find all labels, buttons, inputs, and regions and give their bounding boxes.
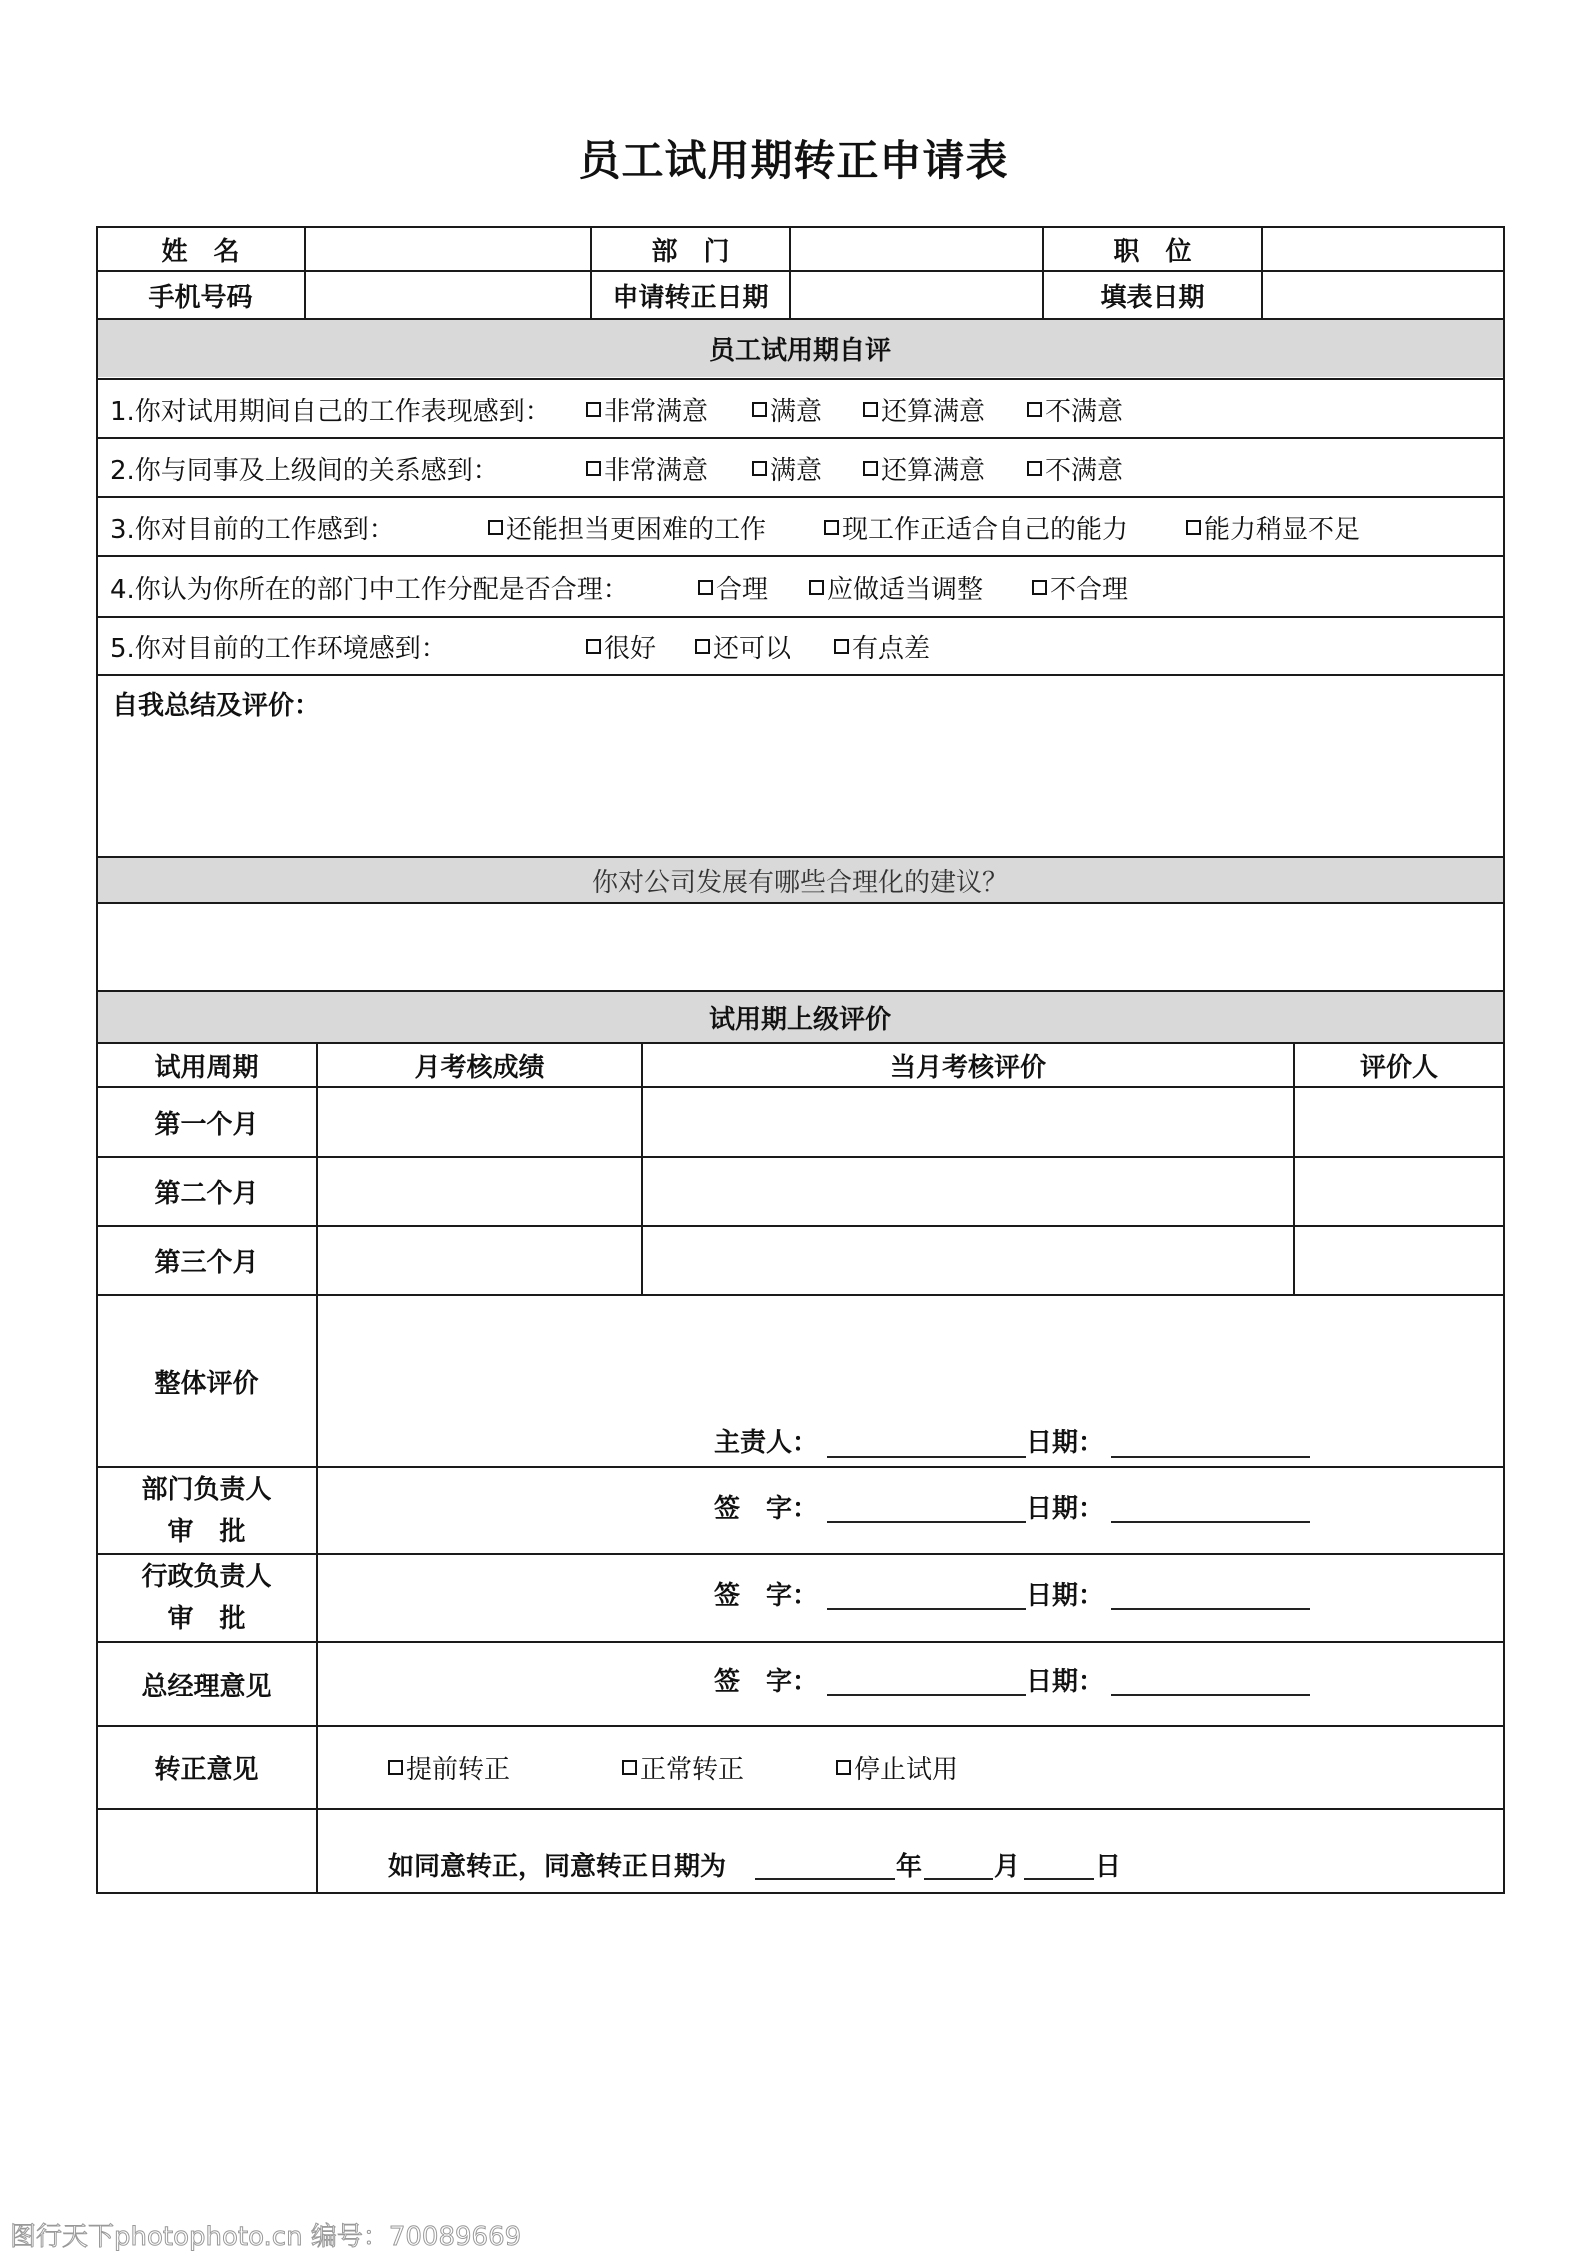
name-field[interactable] bbox=[306, 227, 590, 271]
checkbox-icon[interactable] bbox=[1186, 520, 1201, 535]
watermark: 图行天下photophoto.cn 编号：70089669 bbox=[10, 2222, 522, 2252]
admin-date-label: 日期： bbox=[1026, 1581, 1105, 1611]
conversion-day-line[interactable] bbox=[1024, 1878, 1094, 1880]
col-header-evaluator: 评价人 bbox=[1359, 1053, 1438, 1083]
name-label: 姓 名 bbox=[161, 236, 240, 267]
checkbox-icon[interactable] bbox=[809, 580, 824, 595]
col-header-score: 月考核成绩 bbox=[414, 1053, 545, 1083]
col-header-comment: 当月考核评价 bbox=[889, 1053, 1046, 1083]
q1-option-fairly-satisfied[interactable]: 还算满意 bbox=[863, 379, 985, 439]
question-4-text: 4.你认为你所在的部门中工作分配是否合理： bbox=[110, 574, 629, 605]
self-summary-label: 自我总结及评价： bbox=[112, 691, 321, 721]
q5-option-poor[interactable]: 有点差 bbox=[834, 616, 930, 676]
q5-option-ok[interactable]: 还可以 bbox=[695, 616, 791, 676]
gm-date-label: 日期： bbox=[1026, 1667, 1105, 1697]
conversion-label: 转正意见 bbox=[154, 1755, 259, 1785]
conversion-year-line[interactable] bbox=[755, 1878, 895, 1880]
q1-option-very-satisfied[interactable]: 非常满意 bbox=[586, 379, 708, 439]
q4-option-reasonable[interactable]: 合理 bbox=[698, 557, 768, 617]
dept-label: 部 门 bbox=[651, 236, 730, 267]
conversion-option-normal[interactable]: 正常转正 bbox=[622, 1737, 744, 1797]
checkbox-icon[interactable] bbox=[863, 402, 878, 417]
supervisor-eval-header: 试用期上级评价 bbox=[708, 1005, 891, 1035]
checkbox-icon[interactable] bbox=[1027, 402, 1042, 417]
month-3-evaluator-field[interactable] bbox=[1295, 1227, 1503, 1294]
checkbox-icon[interactable] bbox=[622, 1760, 637, 1775]
admin-date-line[interactable] bbox=[1111, 1608, 1310, 1610]
gm-opinion-label: 总经理意见 bbox=[141, 1671, 272, 1702]
checkbox-icon[interactable] bbox=[586, 402, 601, 417]
phone-field[interactable] bbox=[306, 271, 590, 319]
responsible-label: 主责人： bbox=[714, 1428, 819, 1458]
question-3-text: 3.你对目前的工作感到： bbox=[110, 514, 395, 545]
q3-option-can-handle-more[interactable]: 还能担当更困难的工作 bbox=[488, 497, 766, 557]
month-3-score-field[interactable] bbox=[318, 1227, 641, 1294]
checkbox-icon[interactable] bbox=[586, 639, 601, 654]
checkbox-icon[interactable] bbox=[752, 461, 767, 476]
admin-signature-line[interactable] bbox=[827, 1608, 1026, 1610]
page-title: 员工试用期转正申请表 bbox=[578, 136, 1009, 185]
dept-signature-line[interactable] bbox=[827, 1521, 1026, 1523]
gm-sign-label: 签 字： bbox=[714, 1667, 819, 1697]
overall-eval-field[interactable] bbox=[318, 1296, 1503, 1416]
gm-date-line[interactable] bbox=[1111, 1694, 1310, 1696]
month-2-comment-field[interactable] bbox=[643, 1158, 1293, 1225]
checkbox-icon[interactable] bbox=[586, 461, 601, 476]
checkbox-icon[interactable] bbox=[834, 639, 849, 654]
q4-option-unreasonable[interactable]: 不合理 bbox=[1032, 557, 1128, 617]
phone-label: 手机号码 bbox=[148, 282, 253, 313]
month-3-comment-field[interactable] bbox=[643, 1227, 1293, 1294]
checkbox-icon[interactable] bbox=[698, 580, 713, 595]
checkbox-icon[interactable] bbox=[488, 520, 503, 535]
conversion-month-line[interactable] bbox=[924, 1878, 993, 1880]
checkbox-icon[interactable] bbox=[1032, 580, 1047, 595]
question-2-text: 2.你与同事及上级间的关系感到： bbox=[110, 455, 499, 486]
self-summary-field[interactable] bbox=[98, 725, 1502, 855]
checkbox-icon[interactable] bbox=[836, 1760, 851, 1775]
fill-date-field[interactable] bbox=[1263, 271, 1503, 319]
month-2-label: 第二个月 bbox=[154, 1179, 259, 1209]
responsible-signature-line[interactable] bbox=[827, 1456, 1026, 1458]
checkbox-icon[interactable] bbox=[752, 402, 767, 417]
month-1-score-field[interactable] bbox=[318, 1088, 641, 1156]
q3-option-just-right[interactable]: 现工作正适合自己的能力 bbox=[824, 497, 1128, 557]
q3-option-slightly-insufficient[interactable]: 能力稍显不足 bbox=[1186, 497, 1360, 557]
q5-option-good[interactable]: 很好 bbox=[586, 616, 656, 676]
q2-option-satisfied[interactable]: 满意 bbox=[752, 438, 822, 498]
dept-sign-label: 签 字： bbox=[714, 1494, 819, 1524]
month-1-evaluator-field[interactable] bbox=[1295, 1088, 1503, 1156]
overall-date-label: 日期： bbox=[1026, 1428, 1105, 1458]
month-3-label: 第三个月 bbox=[154, 1248, 259, 1278]
q2-option-fairly-satisfied[interactable]: 还算满意 bbox=[863, 438, 985, 498]
conversion-option-early[interactable]: 提前转正 bbox=[388, 1737, 510, 1797]
checkbox-icon[interactable] bbox=[824, 520, 839, 535]
month-1-label: 第一个月 bbox=[154, 1109, 259, 1140]
question-5-text: 5.你对目前的工作环境感到： bbox=[110, 633, 447, 664]
admin-approval-label: 行政负责人 审 批 bbox=[141, 1562, 272, 1634]
conversion-option-stop[interactable]: 停止试用 bbox=[836, 1737, 958, 1797]
suggestion-field[interactable] bbox=[98, 904, 1502, 990]
q4-option-adjust[interactable]: 应做适当调整 bbox=[809, 557, 983, 617]
position-field[interactable] bbox=[1263, 227, 1503, 271]
dept-date-label: 日期： bbox=[1026, 1494, 1105, 1524]
month-2-evaluator-field[interactable] bbox=[1295, 1158, 1503, 1225]
conversion-date-prefix: 如同意转正，同意转正日期为 bbox=[388, 1852, 727, 1882]
apply-date-label: 申请转正日期 bbox=[612, 282, 769, 313]
position-label: 职 位 bbox=[1113, 236, 1192, 267]
suggestion-header: 你对公司发展有哪些合理化的建议？ bbox=[591, 868, 1008, 898]
col-header-period: 试用周期 bbox=[154, 1053, 259, 1083]
dept-date-line[interactable] bbox=[1111, 1521, 1310, 1523]
checkbox-icon[interactable] bbox=[695, 639, 710, 654]
q2-option-dissatisfied[interactable]: 不满意 bbox=[1027, 438, 1123, 498]
apply-date-field[interactable] bbox=[791, 271, 1042, 319]
month-label: 月 bbox=[994, 1852, 1021, 1882]
year-label: 年 bbox=[896, 1852, 923, 1882]
gm-signature-line[interactable] bbox=[827, 1694, 1026, 1696]
admin-sign-label: 签 字： bbox=[714, 1581, 819, 1611]
overall-eval-label: 整体评价 bbox=[154, 1368, 259, 1399]
q1-option-satisfied[interactable]: 满意 bbox=[752, 379, 822, 439]
checkbox-icon[interactable] bbox=[863, 461, 878, 476]
dept-approval-label: 部门负责人 审 批 bbox=[141, 1474, 272, 1547]
month-1-comment-field[interactable] bbox=[643, 1088, 1293, 1156]
checkbox-icon[interactable] bbox=[1027, 461, 1042, 476]
q1-option-dissatisfied[interactable]: 不满意 bbox=[1027, 379, 1123, 439]
month-2-score-field[interactable] bbox=[318, 1158, 641, 1225]
dept-field[interactable] bbox=[791, 227, 1042, 271]
checkbox-icon[interactable] bbox=[388, 1760, 403, 1775]
overall-date-line[interactable] bbox=[1111, 1456, 1310, 1458]
q2-option-very-satisfied[interactable]: 非常满意 bbox=[586, 438, 708, 498]
fill-date-label: 填表日期 bbox=[1100, 282, 1205, 313]
table-border-right bbox=[1503, 226, 1505, 1894]
table-border-bottom bbox=[96, 1892, 1505, 1894]
day-label: 日 bbox=[1095, 1852, 1122, 1882]
self-eval-header: 员工试用期自评 bbox=[708, 336, 891, 366]
row-divider bbox=[96, 1808, 1505, 1810]
question-1-text: 1.你对试用期间自己的工作表现感到： bbox=[110, 396, 551, 427]
